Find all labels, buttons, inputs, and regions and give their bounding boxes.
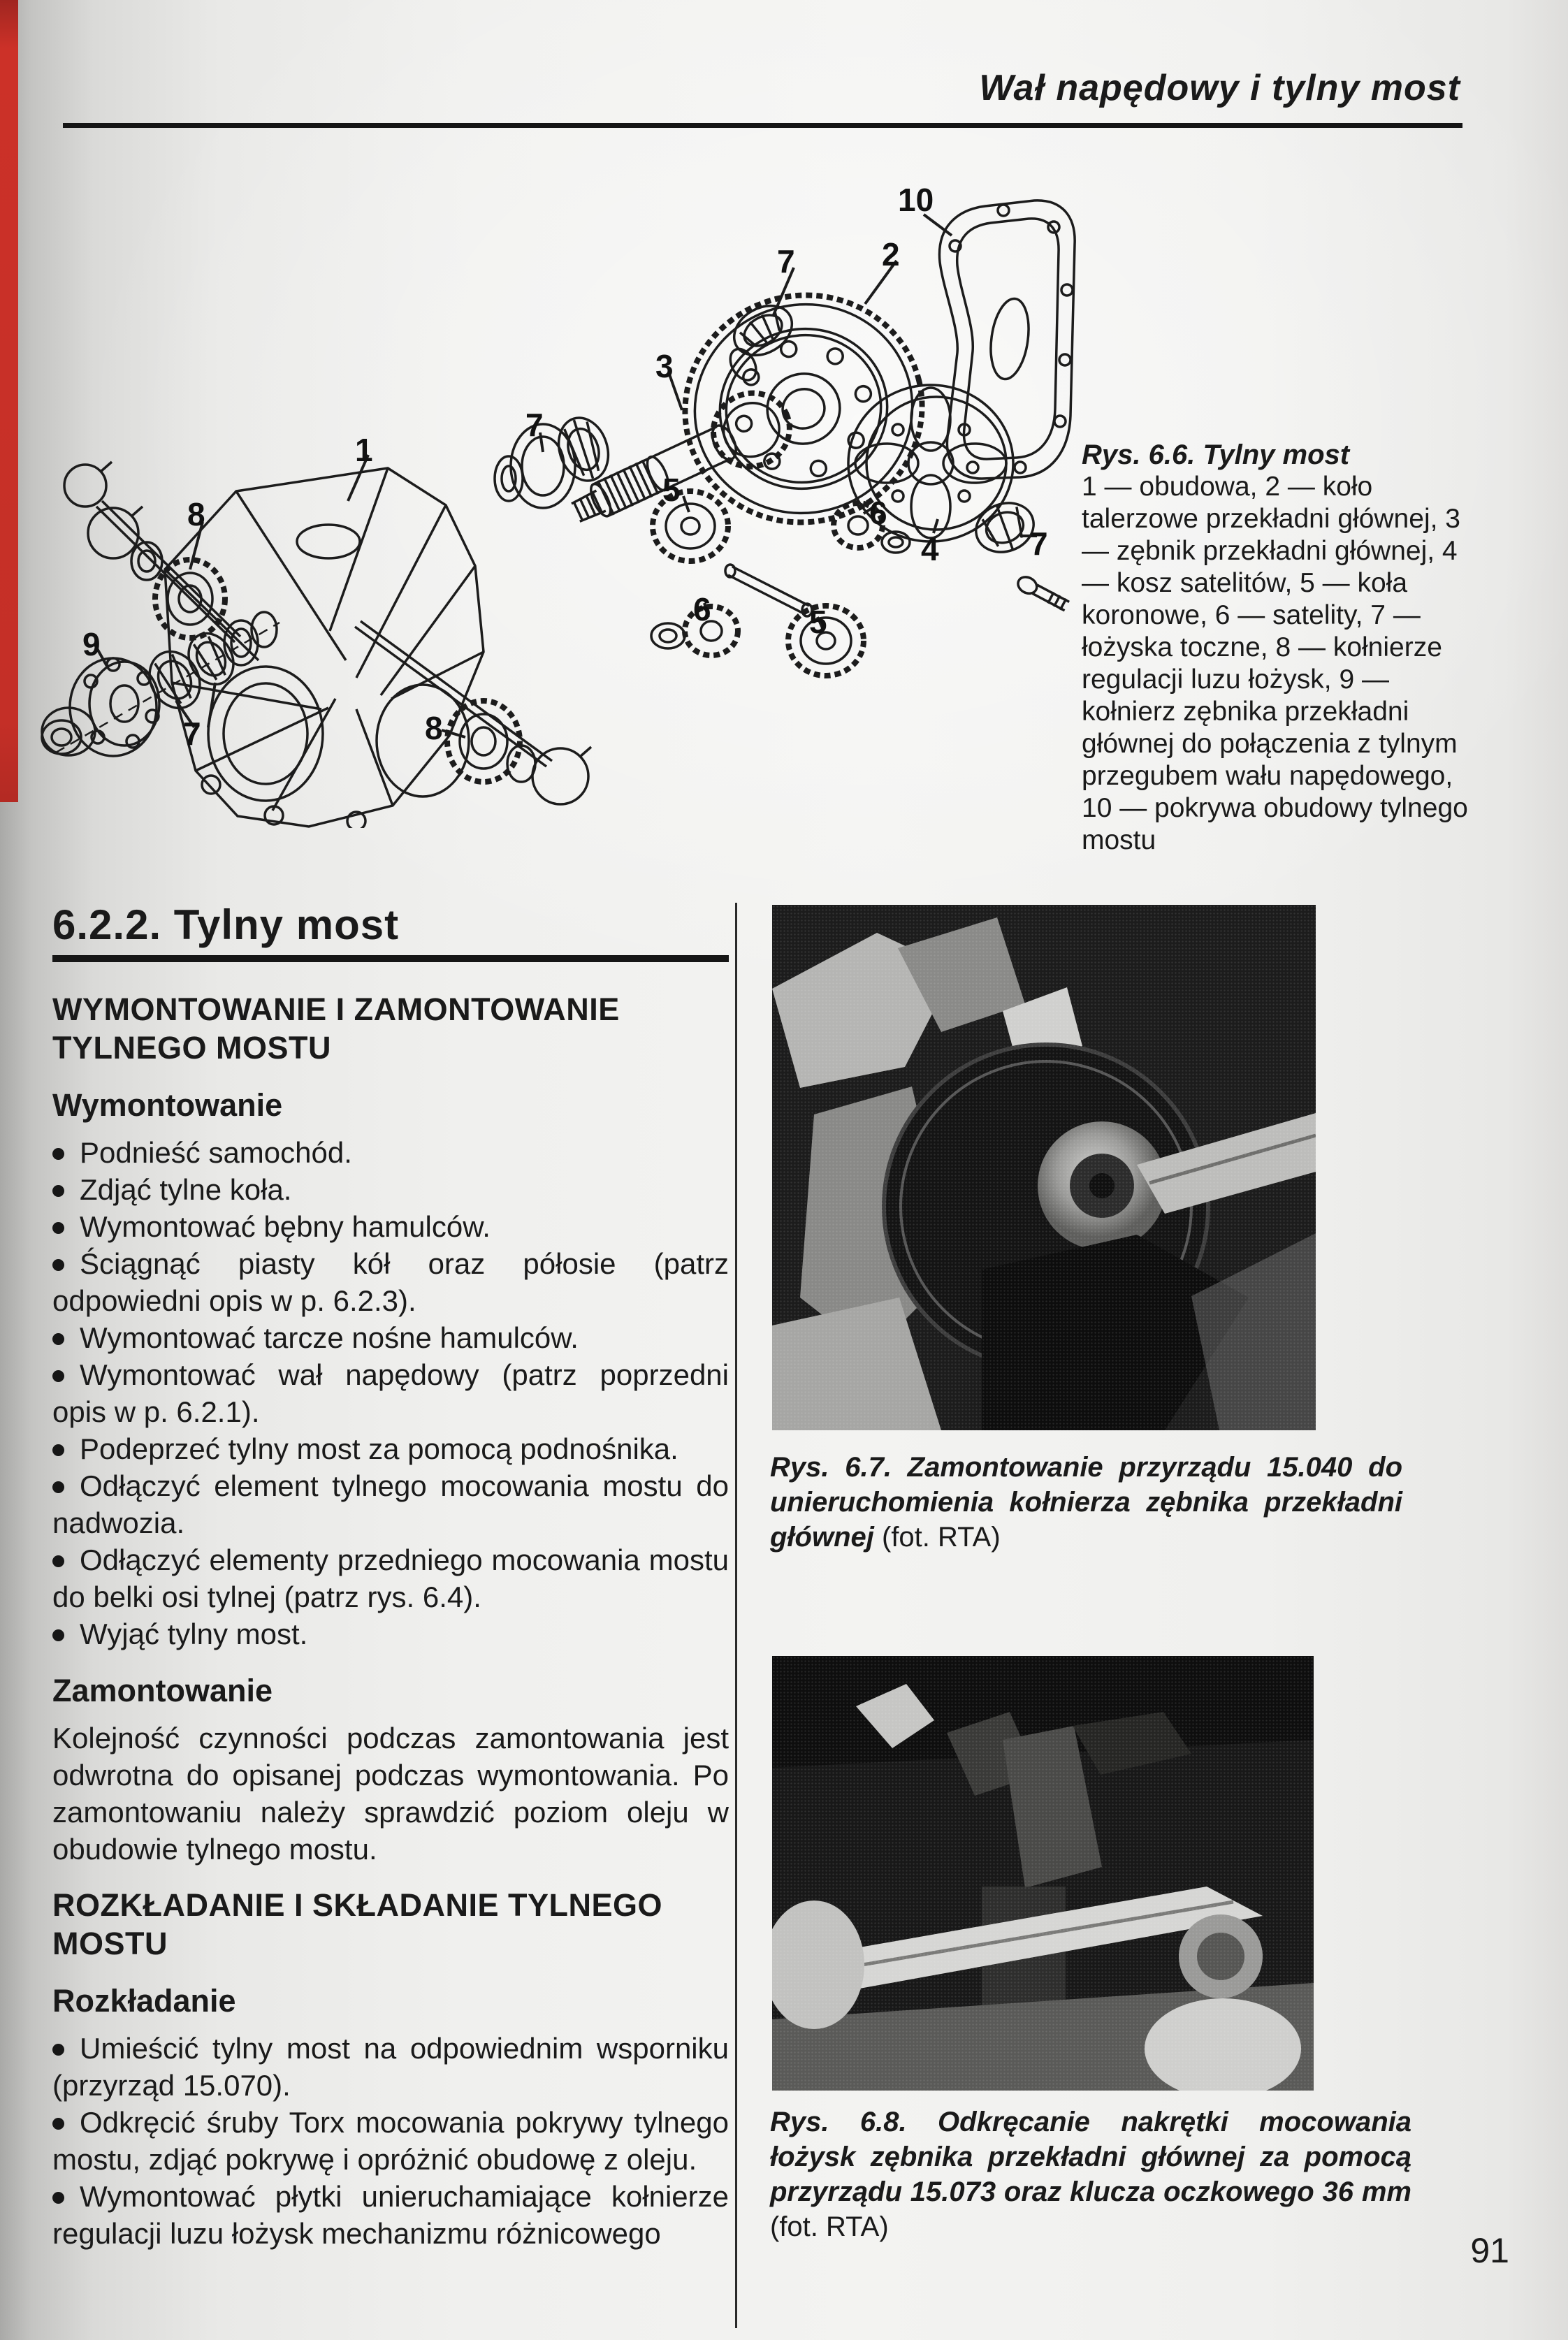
adjusting-ring-parts [355,621,591,804]
caption-credit: (fot. RTA) [770,2211,889,2242]
list-item: Wymontować tarcze nośne hamulców. [52,1319,729,1356]
section-heading-rule [52,955,729,962]
ring-gear-part [661,270,946,548]
header-rule [63,123,1462,128]
list-item: Ściągnąć piasty kół oraz półosie (patrz odpowiedni opis w p. 6.2.3). [52,1245,729,1319]
bearing-part [495,412,616,508]
subsection-heading-removal-install: WYMONTOWANIE I ZAMONTOWANIE TYLNEGO MOSTU [52,991,620,1066]
callout-leader-lines [95,215,1037,737]
list-item: Podeprzeć tylny most za pomocą podnośnika. [52,1430,729,1467]
halftone-texture [772,1656,1314,2091]
callout-1: 1 [355,432,373,468]
callout-8b: 8 [425,710,443,746]
callout-7d: 7 [183,715,201,752]
section-heading: 6.2.2. Tylny most [52,901,400,948]
flange-and-bearing-parts [42,612,280,756]
figure-6-6-exploded-diagram [28,178,1090,828]
callout-8a: 8 [187,496,205,532]
adjusting-ring-parts [64,462,240,642]
photo-6-7-caption [770,1450,1402,1555]
photo-rys-6-8 [772,1656,1314,2091]
list-item: Podnieść samochód. [52,1134,729,1171]
callout-7a: 7 [777,243,795,279]
callout-7c: 7 [1030,525,1048,562]
list-item: Odłączyć element tylnego mocowania mostu do nadwozia. [52,1467,729,1541]
figure-caption-title: Rys. 6.6. Tylny most [1082,439,1350,470]
callout-9: 9 [82,626,101,662]
page-edge-red-tab [0,0,18,802]
halftone-texture [772,905,1316,1430]
callout-5b: 5 [809,604,827,640]
callout-4: 4 [921,531,939,567]
caption-credit: (fot. RTA) [882,1522,1001,1553]
list-item: Wymontować bębny hamulców. [52,1208,729,1245]
disassembly-heading: Rozkładanie [52,1983,236,2019]
list-item: Odłączyć elementy przedniego mocowania mostu do belki osi tylnej (patrz rys. 6.4). [52,1541,729,1615]
running-header: Wał napędowy i tylny most [979,68,1460,108]
list-item: Umieścić tylny most na odpowiednim wsporniku (przyrząd 15.070). [52,2030,729,2104]
photo-rys-6-7 [772,905,1316,1430]
figure-6-6-caption [1082,439,1476,857]
disassembly-steps-list [52,2030,729,2252]
subsection-heading-disassembly: ROZKŁADANIE I SKŁADANIE TYLNEGO MOSTU [52,1887,663,1961]
callout-5a: 5 [662,472,681,508]
list-item: Wymontować płytki unieruchamiające kołnierze regulacji luzu łożysk mechanizmu różnicowego [52,2178,729,2252]
photo-6-8-caption [770,2105,1411,2244]
caption-text: Rys. 6.7. Zamontowanie przyrządu 15.040 do unieruchomienia kołnierza zębnika przekładni głównej [770,1452,1402,1553]
list-item: Odkręcić śruby Torx mocowania pokrywy tylnego mostu, zdjąć pokrywę i opróżnić obudowę z oleju. [52,2104,729,2178]
installation-paragraph: Kolejność czynności podczas zamontowania jest odwrotna do opisanej podczas wymontowania. Po zamontowaniu należy sprawdzić poziom oleju w obudowie tylnego mostu. [52,1722,729,1866]
list-item: Zdjąć tylne koła. [52,1171,729,1208]
bearing-and-bolt-parts [969,495,1070,613]
callout-10: 10 [898,182,934,218]
callout-3: 3 [655,348,674,384]
left-column [52,903,729,2252]
removal-heading: Wymontowanie [52,1087,283,1123]
removal-steps-list [52,1134,729,1652]
callout-6b: 6 [693,591,711,627]
installation-heading: Zamontowanie [52,1673,273,1708]
callout-6a: 6 [869,495,887,531]
callout-7b: 7 [525,407,544,443]
list-item: Wyjąć tylny most. [52,1615,729,1652]
callout-2: 2 [882,236,900,272]
column-divider-rule [735,903,737,2328]
page-number: 91 [1470,2231,1509,2270]
figure-caption-body: 1 — obudowa, 2 — koło talerzowe przekładni głównej, 3 — zębnik przekładni głównej, 4 — kosz satelitów, 5 — koła koronowe, 6 — satelity, 7 — łożyska toczne, 8 — kołnierze regulacji luzu łożysk, 9 — kołnierz zębnika przekładni głównej do połączenia z tylnym przegubem wału napędowego, 10 — pokrywa obudowy tylnego mostu [1082,472,1468,855]
list-item: Wymontować wał napędowy (patrz poprzedni opis w p. 6.2.1). [52,1356,729,1430]
caption-text: Rys. 6.8. Odkręcanie nakrętki mocowania łożysk zębnika przekładni głównej za pomocą przyrządu 15.073 oraz klucza oczkowego 36 mm [770,2107,1411,2207]
